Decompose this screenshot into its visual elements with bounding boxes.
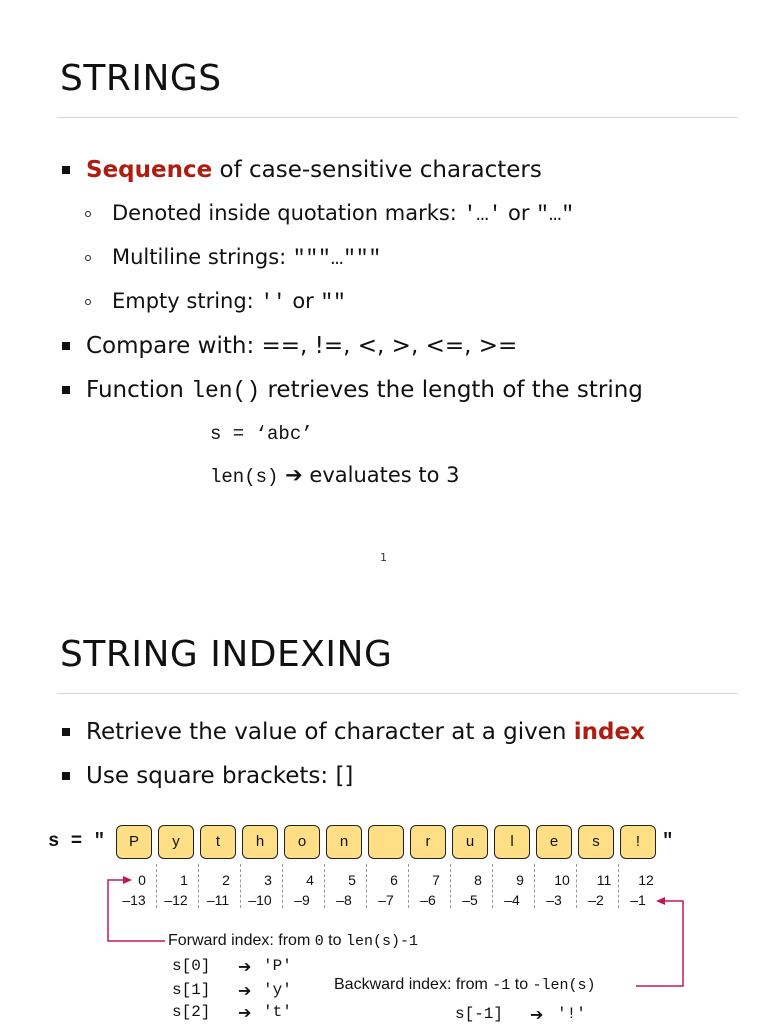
string-char-cell: y [158,825,194,859]
forward-index: 4 [306,872,314,888]
backward-index: –1 [630,892,646,908]
example-s1 [172,981,210,999]
string-char-cell: h [242,825,278,859]
example-result: '!' [557,1005,586,1023]
empty-double-code: "" [320,292,346,315]
example-expr: s[1] [172,981,211,999]
sub-quotation-or: or [501,201,537,225]
example-arrow: ➔ [530,1005,544,1024]
backward-index-label [334,976,596,994]
example-result: 't' [263,1003,292,1021]
retrieve-text: Retrieve the value of character at a given [86,719,574,745]
string-var-label: s = " [48,830,106,852]
multiline-code: """…""" [292,248,382,271]
string-close-quote: " [662,830,674,852]
backward-label-neglen: -len(s) [532,977,596,994]
backward-index: –6 [420,892,436,908]
example-expr: s[2] [172,1003,211,1021]
len-s-code: len(s) [210,466,279,488]
forward-arrow-head [123,876,132,884]
string-char-cell: o [284,825,320,859]
forward-arrow-line [108,880,165,941]
forward-index: 0 [138,872,146,888]
backward-index: –8 [336,892,352,908]
example-s-neg1: s[-1] [455,1005,504,1023]
right-arrow-icon: ➔ [285,463,303,487]
forward-label-pre: Forward index: from [168,932,315,949]
backward-index: –2 [588,892,604,908]
backward-label-mid: to [510,976,533,993]
forward-index: 2 [222,872,230,888]
backward-index: –7 [378,892,394,908]
string-char-cell: P [116,825,152,859]
backward-index: –13 [122,892,146,908]
example-arrow: ➔ [238,981,252,1000]
code-line-assign: s = ‘abc’ [210,423,313,445]
forward-index: 11 [596,872,612,888]
sub-empty-text: Empty string: [112,289,261,313]
example-arrow: ➔ [238,1003,252,1022]
string-char-cell: n [326,825,362,859]
string-char-cell: ! [620,825,656,859]
evaluates-text: evaluates to 3 [302,463,460,487]
index-highlight: index [573,719,645,745]
example-arrow: ➔ [238,957,252,976]
forward-index: 7 [432,872,440,888]
sub-multiline-text: Multiline strings: [112,245,293,269]
backward-index: –12 [164,892,188,908]
backward-arrow-head [656,897,665,905]
brackets-text: Use square brackets: [] [86,763,354,789]
backward-label-pre: Backward index: from [334,976,493,993]
empty-single-code: '' [260,292,286,315]
backward-index: –5 [462,892,478,908]
example-s2 [172,1003,210,1021]
example-expr: s[0] [172,957,211,975]
forward-index: 5 [348,872,356,888]
len-code: len() [191,378,261,404]
string-char-cell: e [536,825,572,859]
string-char-cell: s [578,825,614,859]
forward-label-len: len(s)-1 [345,933,418,950]
sequence-rest: of case-sensitive characters [212,157,542,183]
single-quote-code: '…' [463,204,502,227]
string-char-cell: r [410,825,446,859]
forward-index: 1 [180,872,188,888]
example-result: 'P' [263,957,292,975]
backward-index: –9 [294,892,310,908]
forward-index: 10 [554,872,570,888]
backward-index: –10 [248,892,272,908]
slide1-title: STRINGS [60,58,222,99]
len-pre: Function [86,377,192,403]
double-quote-code: "…" [536,204,575,227]
forward-index: 3 [264,872,272,888]
forward-index: 6 [390,872,398,888]
example-result: 'y' [263,981,292,999]
string-char-cell: u [452,825,488,859]
backward-label-neg1: -1 [492,977,511,994]
backward-index: –3 [546,892,562,908]
slide2-title: STRING INDEXING [60,634,393,675]
backward-index: –11 [206,892,230,908]
example-s0 [172,957,210,975]
len-post: retrieves the length of the string [260,377,643,403]
forward-label-zero: 0 [314,933,324,950]
forward-index: 12 [638,872,654,888]
backward-arrow-line [636,901,683,986]
forward-index: 9 [516,872,524,888]
compare-text: Compare with: ==, !=, <, >, <=, >= [86,333,518,359]
sub-quotation-text: Denoted inside quotation marks: [112,201,464,225]
page-number: 1 [380,551,387,564]
sequence-highlight: Sequence [86,157,213,183]
forward-label-mid: to [323,932,346,949]
string-char-cell: l [494,825,530,859]
forward-index-label [168,932,418,950]
string-char-cell: t [200,825,236,859]
sub-empty-or: or [285,289,321,313]
backward-index: –4 [504,892,520,908]
forward-index: 8 [474,872,482,888]
